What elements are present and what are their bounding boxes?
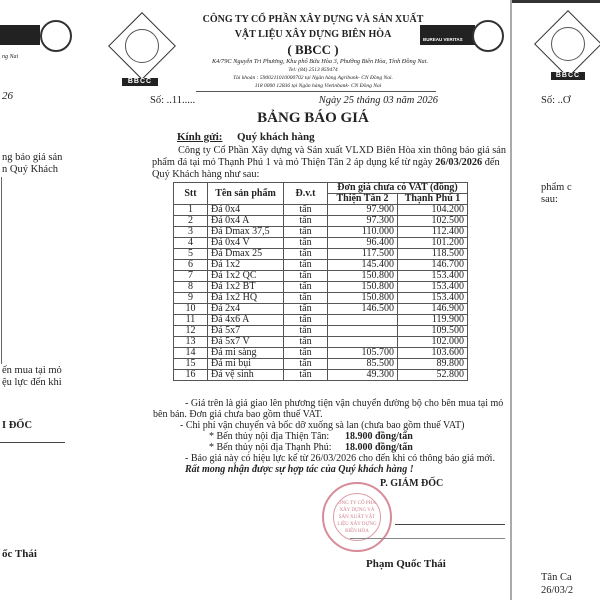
table-row <box>174 337 468 348</box>
row-unit: tấn <box>284 238 328 249</box>
row-stt: 5 <box>174 249 208 260</box>
port-1-price: 18.900 đồng/tấn <box>345 431 413 442</box>
note-fragment: ệu lực đến khi <box>2 377 62 388</box>
row-price-thanh-phu: 112.400 <box>398 227 468 238</box>
intro-fragment: sau: <box>541 194 558 205</box>
table-row <box>174 315 468 326</box>
row-unit: tấn <box>284 260 328 271</box>
row-price-thanh-phu: 153.400 <box>398 293 468 304</box>
row-stt: 8 <box>174 282 208 293</box>
row-unit: tấn <box>284 216 328 227</box>
header-price-group: Đơn giá chưa có VAT (đồng) <box>328 183 468 194</box>
price-table <box>173 182 468 381</box>
table-row <box>174 348 468 359</box>
row-unit: tấn <box>284 282 328 293</box>
table-row <box>174 216 468 227</box>
row-unit: tấn <box>284 227 328 238</box>
table-row <box>174 271 468 282</box>
date-fragment: 26 <box>2 90 13 102</box>
bank-account-2: 118 0000 12836 tại Ngân hàng Vietinbank- CN Đồng Nai <box>254 83 382 89</box>
note-fragment: ến mua tại mỏ <box>2 365 62 376</box>
row-price-thanh-phu: 104.200 <box>398 205 468 216</box>
row-price-thanh-phu: 153.400 <box>398 271 468 282</box>
company-name: CÔNG TY CỔ PHẦN XÂY DỰNG VÀ SẢN XUẤT <box>202 14 424 25</box>
page-edge <box>510 0 600 3</box>
row-price-thanh-phu: 89.800 <box>398 359 468 370</box>
row-stt: 6 <box>174 260 208 271</box>
table-row <box>174 359 468 370</box>
table-row <box>174 293 468 304</box>
intro-text: Công ty Cổ Phần Xây dựng và Sản xuất VLXD Biên Hòa xin thông báo giá sản <box>178 145 506 156</box>
row-price-thien-tan <box>328 315 398 326</box>
row-stt: 10 <box>174 304 208 315</box>
row-unit: tấn <box>284 370 328 381</box>
row-price-thanh-phu: 102.000 <box>398 337 468 348</box>
table-row <box>174 326 468 337</box>
row-unit: tấn <box>284 326 328 337</box>
company-tel: Tel: (84) 2513 859474 <box>288 67 338 73</box>
row-price-thien-tan: 150.800 <box>328 271 398 282</box>
row-product-name: Đá 0x4 <box>208 205 284 216</box>
note-2: - Chi phí vận chuyển và bốc dỡ xuống sà lan (chưa bao gồm thuế VAT) <box>180 420 465 431</box>
document-date: Ngày 25 tháng 03 năm 2026 <box>318 95 438 106</box>
row-product-name: Đá 0x4 V <box>208 238 284 249</box>
row-product-name: Đá 1x2 <box>208 260 284 271</box>
company-short: ( BBCC ) <box>287 42 339 57</box>
header-divider <box>196 91 436 92</box>
company-name-line2: VẬT LIỆU XÂY DỰNG BIÊN HÒA <box>234 29 392 40</box>
row-unit: tấn <box>284 315 328 326</box>
header-product-name: Tên sản phẩm <box>208 183 284 205</box>
row-price-thanh-phu: 101.200 <box>398 238 468 249</box>
row-stt: 11 <box>174 315 208 326</box>
row-price-thanh-phu: 103.600 <box>398 348 468 359</box>
table-border <box>1 177 2 364</box>
note-1-cont: bên bán. Đơn giá chưa bao gồm thuế VAT. <box>153 409 323 420</box>
row-stt: 1 <box>174 205 208 216</box>
company-address: K4/79C Nguyễn Tri Phương, Khu phố Bửu Hòa 3, Phường Biên Hòa, Tỉnh Đồng Nai. <box>211 58 429 65</box>
row-price-thien-tan: 96.400 <box>328 238 398 249</box>
recipient-label: Kính gửi: <box>177 131 223 143</box>
row-price-thien-tan: 146.500 <box>328 304 398 315</box>
effective-date: 26/03/2026 <box>435 157 483 168</box>
certification-seal-icon <box>472 20 504 52</box>
row-price-thanh-phu: 153.400 <box>398 282 468 293</box>
row-product-name: Đá mi bụi <box>208 359 284 370</box>
row-price-thanh-phu: 146.700 <box>398 260 468 271</box>
row-stt: 13 <box>174 337 208 348</box>
note-fragment: Tân Ca <box>541 572 572 583</box>
document-number-fragment: Số: ..Ơ <box>541 95 571 106</box>
intro-fragment: n Quý Khách <box>2 164 58 175</box>
row-product-name: Đá Dmax 25 <box>208 249 284 260</box>
row-price-thanh-phu: 102.500 <box>398 216 468 227</box>
row-price-thanh-phu: 119.900 <box>398 315 468 326</box>
certification-seal-icon <box>40 20 72 52</box>
table-row <box>174 205 468 216</box>
row-stt: 16 <box>174 370 208 381</box>
signer-position: P. GIÁM ĐỐC <box>380 478 444 489</box>
header-unit: Đ.v.t <box>284 183 328 205</box>
bank-account-1: Tài khoản : 5900211010000702 tại Ngân hàng Agribank- CN Đồng Nai. <box>233 75 393 81</box>
row-product-name: Đá 5x7 V <box>208 337 284 348</box>
intro-text-part: phẩm đá tại mỏ Thạnh Phú 1 và mỏ Thiện Tân 2 áp dụng kể từ ngày <box>152 157 436 168</box>
document-title: BẢNG BÁO GIÁ <box>257 110 369 126</box>
port-1-label: * Bến thủy nội địa Thiện Tân: <box>209 431 330 442</box>
table-row <box>174 282 468 293</box>
position-fragment: I ĐỐC <box>2 420 33 431</box>
note-3: - Báo giá này có hiệu lực kể từ 26/03/2026 cho đến khi có thông báo giá mới. <box>185 453 495 464</box>
row-price-thanh-phu: 52.800 <box>398 370 468 381</box>
row-product-name: Đá 1x2 QC <box>208 271 284 282</box>
row-price-thien-tan: 150.800 <box>328 293 398 304</box>
row-unit: tấn <box>284 293 328 304</box>
row-price-thien-tan: 117.500 <box>328 249 398 260</box>
row-unit: tấn <box>284 337 328 348</box>
document-number: Số: ..11..... <box>150 95 196 106</box>
row-product-name: Đá 1x2 BT <box>208 282 284 293</box>
signer-fragment: ốc Thái <box>2 548 37 560</box>
table-row <box>174 370 468 381</box>
row-stt: 9 <box>174 293 208 304</box>
header-thanh-phu: Thạnh Phú 1 <box>398 194 468 205</box>
row-product-name: Đá 1x2 HQ <box>208 293 284 304</box>
row-unit: tấn <box>284 205 328 216</box>
port-2-price: 18.000 đồng/tấn <box>345 442 413 453</box>
header-thien-tan: Thiện Tân 2 <box>328 194 398 205</box>
row-product-name: Đá 2x4 <box>208 304 284 315</box>
intro-fragment: phẩm c <box>541 182 572 193</box>
intro-text-part: đến <box>482 157 500 168</box>
signature-stroke <box>350 538 505 539</box>
row-price-thien-tan: 85.500 <box>328 359 398 370</box>
row-unit: tấn <box>284 304 328 315</box>
row-stt: 3 <box>174 227 208 238</box>
signer-name: Phạm Quốc Thái <box>366 558 446 570</box>
row-product-name: Đá vệ sinh <box>208 370 284 381</box>
table-row <box>174 260 468 271</box>
intro-text: Quý Khách hàng như sau: <box>152 169 260 180</box>
header-stt: Stt <box>174 183 208 205</box>
row-price-thien-tan: 105.700 <box>328 348 398 359</box>
row-product-name: Đá 4x6 A <box>208 315 284 326</box>
row-price-thien-tan: 145.400 <box>328 260 398 271</box>
port-2-label: * Bến thủy nội địa Thạnh Phú: <box>209 442 332 453</box>
closing-text: Rất mong nhận được sự hợp tác của Quý khách hàng ! <box>185 464 414 475</box>
row-product-name: Đá 0x4 A <box>208 216 284 227</box>
row-unit: tấn <box>284 359 328 370</box>
row-stt: 15 <box>174 359 208 370</box>
row-stt: 12 <box>174 326 208 337</box>
table-row <box>174 227 468 238</box>
company-logo-label: BBCC <box>551 72 585 80</box>
row-unit: tấn <box>284 348 328 359</box>
signature-line <box>0 442 65 443</box>
row-price-thanh-phu: 118.500 <box>398 249 468 260</box>
row-price-thanh-phu: 109.500 <box>398 326 468 337</box>
intro-text <box>152 157 500 168</box>
row-product-name: Đá mi sàng <box>208 348 284 359</box>
signature <box>395 524 505 525</box>
row-price-thien-tan <box>328 326 398 337</box>
row-product-name: Đá Dmax 37,5 <box>208 227 284 238</box>
row-unit: tấn <box>284 249 328 260</box>
row-stt: 2 <box>174 216 208 227</box>
row-price-thanh-phu: 146.900 <box>398 304 468 315</box>
table-row <box>174 304 468 315</box>
row-stt: 14 <box>174 348 208 359</box>
row-product-name: Đá 5x7 <box>208 326 284 337</box>
row-price-thien-tan: 49.300 <box>328 370 398 381</box>
page-edge <box>510 0 512 600</box>
row-stt: 7 <box>174 271 208 282</box>
row-price-thien-tan <box>328 337 398 348</box>
row-price-thien-tan: 97.900 <box>328 205 398 216</box>
row-price-thien-tan: 110.000 <box>328 227 398 238</box>
row-stt: 4 <box>174 238 208 249</box>
row-unit: tấn <box>284 271 328 282</box>
intro-fragment: ng báo giá sản <box>2 152 63 163</box>
note-1: - Giá trên là giá giao lên phương tiện vận chuyển đường bộ cho bên mua tại mỏ <box>185 398 504 409</box>
address-fragment: ng Nai <box>2 54 19 60</box>
row-price-thien-tan: 97.300 <box>328 216 398 227</box>
certification-logo <box>0 25 40 45</box>
row-price-thien-tan: 150.800 <box>328 282 398 293</box>
table-row <box>174 238 468 249</box>
recipient: Quý khách hàng <box>237 131 315 143</box>
note-fragment: 26/03/2 <box>541 585 574 596</box>
company-stamp: CÔNG TY CỔ PHẦN XÂY DỰNG VÀ SẢN XUẤT VẬT LIỆU XÂY DỰNG BIÊN HÒA <box>322 482 392 552</box>
table-row <box>174 249 468 260</box>
